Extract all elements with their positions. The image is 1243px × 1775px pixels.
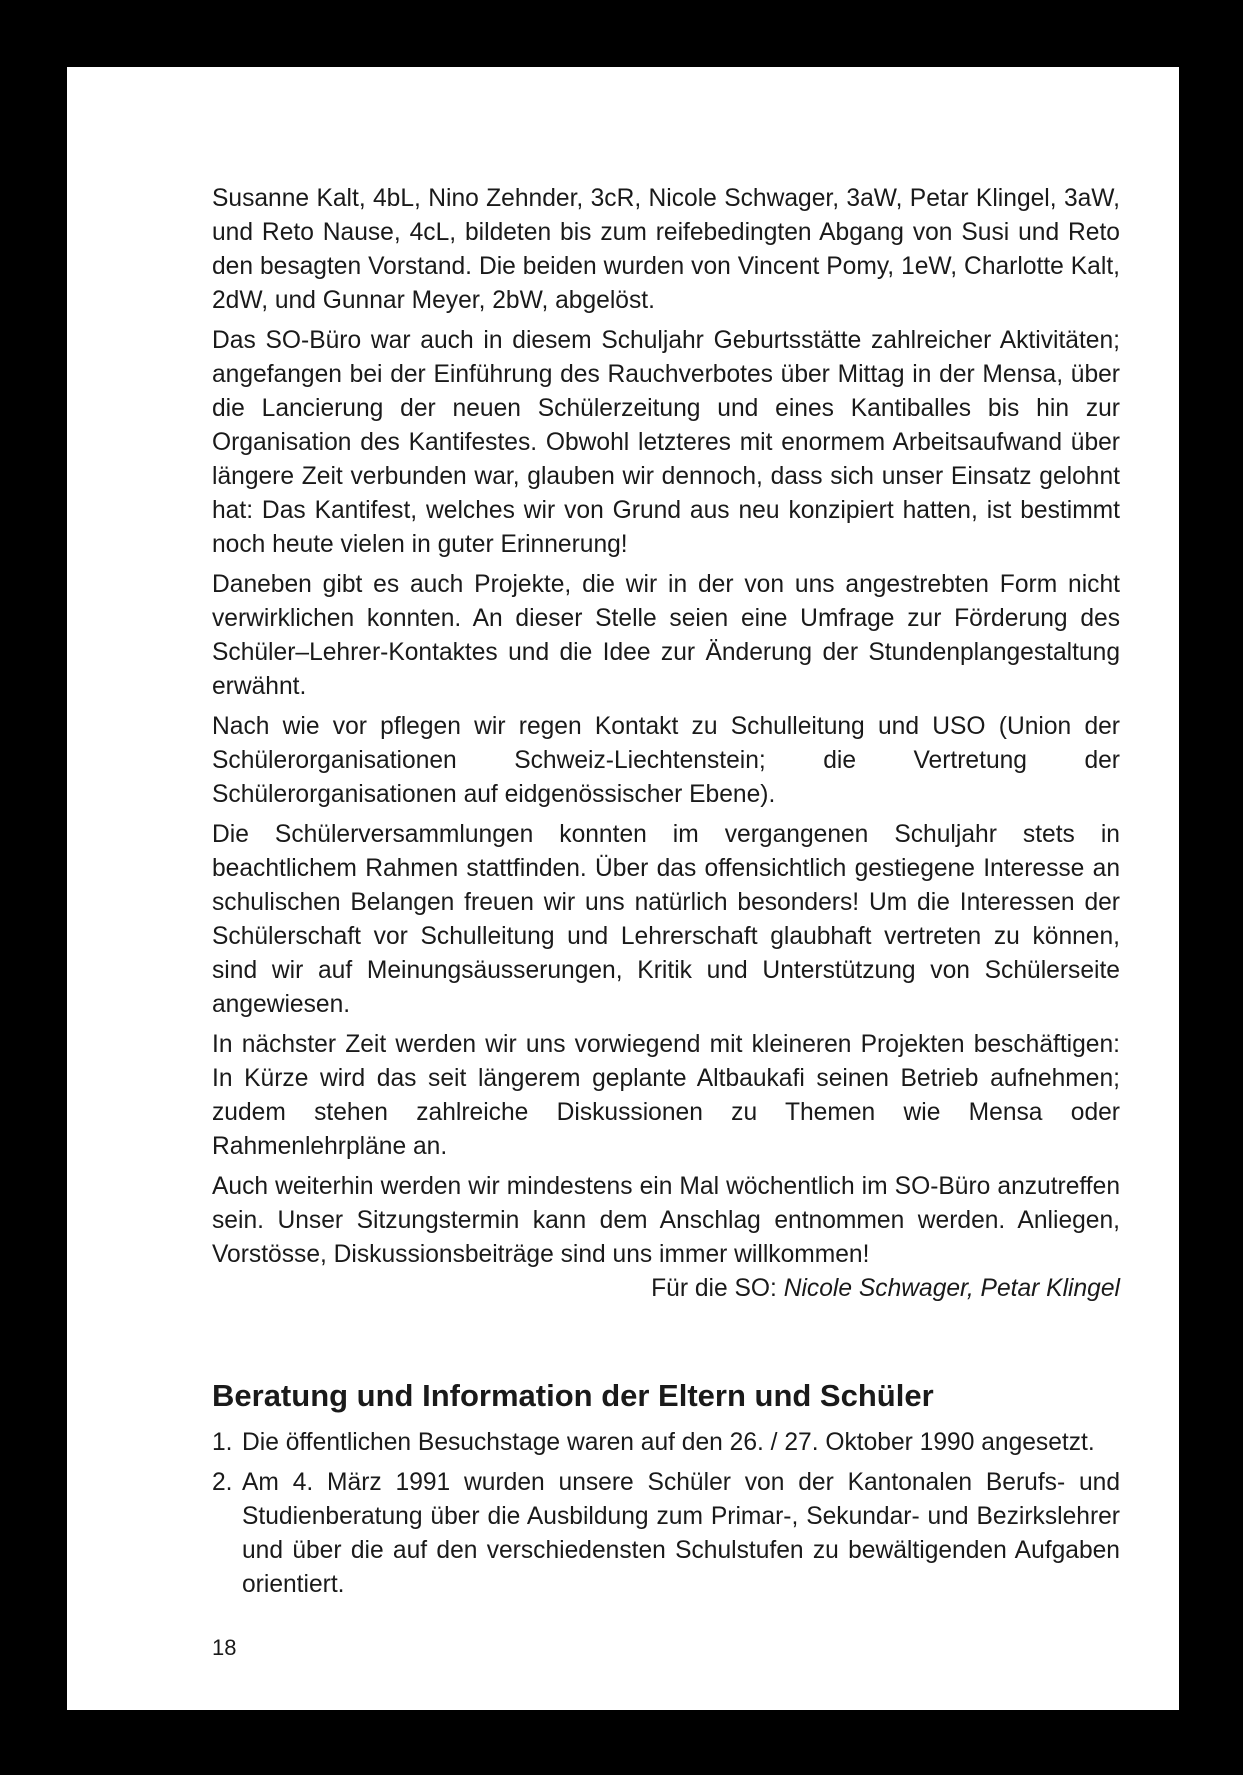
paragraph-assemblies: Die Schülerversammlungen konnten im vergangenen Schuljahr stets in beachtlichem Rahmen stattfinden. Über das offensichtlich gestiegene Interesse an schulischen Belangen freuen wir uns natürlich besonders! Um die Interessen der Schülerschaft vor Schulleitung und Lehrerschaft glaubhaft vertreten zu können, sind wir auf Meinungsäusserungen, Kritik und Unterstützung von Schülerseite angewiesen. xyxy=(212,821,1120,1018)
signature-names: Nicole Schwager, Petar Klingel xyxy=(783,1275,1120,1302)
list-item-number: 2. xyxy=(212,1469,233,1496)
section-heading: Beratung und Information der Eltern und Schüler xyxy=(212,1378,934,1413)
list-item-number: 1. xyxy=(212,1429,233,1456)
document-page xyxy=(67,67,1179,1710)
list-item xyxy=(212,1426,1120,1460)
page-number: 18 xyxy=(212,1635,237,1660)
page-content xyxy=(212,182,1120,1608)
list-item xyxy=(212,1466,1120,1602)
signature xyxy=(212,1272,1120,1306)
paragraph-activities: Das SO-Büro war auch in diesem Schuljahr Geburtsstätte zahlreicher Aktivitäten; angefangen bei der Einführung des Rauchverbotes über Mittag in der Mensa, über die Lancierung der neuen Schülerzeitung und eines Kantiballes bis hin zur Organisation des Kantifestes. Obwohl letzteres mit enormem Arbeitsaufwand über längere Zeit verbunden war, glauben wir dennoch, dass sich unser Einsatz gelohnt hat: Das Kantifest, welches wir von Grund aus neu konzipiert hatten, ist bestimmt noch heute vielen in guter Erinnerung! xyxy=(212,327,1120,558)
paragraph-projects: Daneben gibt es auch Projekte, die wir in der von uns angestrebten Form nicht verwirklichen konnten. An dieser Stelle seien eine Umfrage zur Förderung des Schüler–Lehrer-Kontaktes und die Idee zur Änderung der Stundenplangestaltung erwähnt. xyxy=(212,571,1120,700)
paragraph-office: Auch weiterhin werden wir mindestens ein Mal wöchentlich im SO-Büro anzutreffen sein. Unser Sitzungstermin kann dem Anschlag entnommen werden. Anliegen, Vorstösse, Diskussionsbeiträge sind uns immer willkommen! xyxy=(212,1173,1120,1268)
list-item-text: Die öffentlichen Besuchstage waren auf den 26. / 27. Oktober 1990 angesetzt. xyxy=(242,1429,1095,1456)
paragraph-contacts: Nach wie vor pflegen wir regen Kontakt zu Schulleitung und USO (Union der Schülerorganisationen Schweiz-Liechtenstein; die Vertretung der Schülerorganisationen auf eidgenössischer Ebene). xyxy=(212,713,1120,808)
paragraph-board: Susanne Kalt, 4bL, Nino Zehnder, 3cR, Nicole Schwager, 3aW, Petar Klingel, 3aW, und Reto Nause, 4cL, bildeten bis zum reifebedingten Abgang von Susi und Reto den besagten Vorstand. Die beiden wurden von Vincent Pomy, 1eW, Charlotte Kalt, 2dW, und Gunnar Meyer, 2bW, abgelöst. xyxy=(212,185,1120,314)
info-list xyxy=(212,1426,1120,1602)
list-item-text: Am 4. März 1991 wurden unsere Schüler von der Kantonalen Berufs- und Studienberatung über die Ausbildung zum Primar-, Sekundar- und Bezirkslehrer und über die auf den verschiedensten Schulstufen zu bewältigenden Aufgaben orientiert. xyxy=(242,1469,1120,1598)
paragraph-future: In nächster Zeit werden wir uns vorwiegend mit kleineren Projekten beschäftigen: In Kürze wird das seit längerem geplante Altbaukafi seinen Betrieb aufnehmen; zudem stehen zahlreiche Diskussionen zu Themen wie Mensa oder Rahmenlehrpläne an. xyxy=(212,1031,1120,1160)
signature-prefix: Für die SO: xyxy=(651,1275,784,1302)
